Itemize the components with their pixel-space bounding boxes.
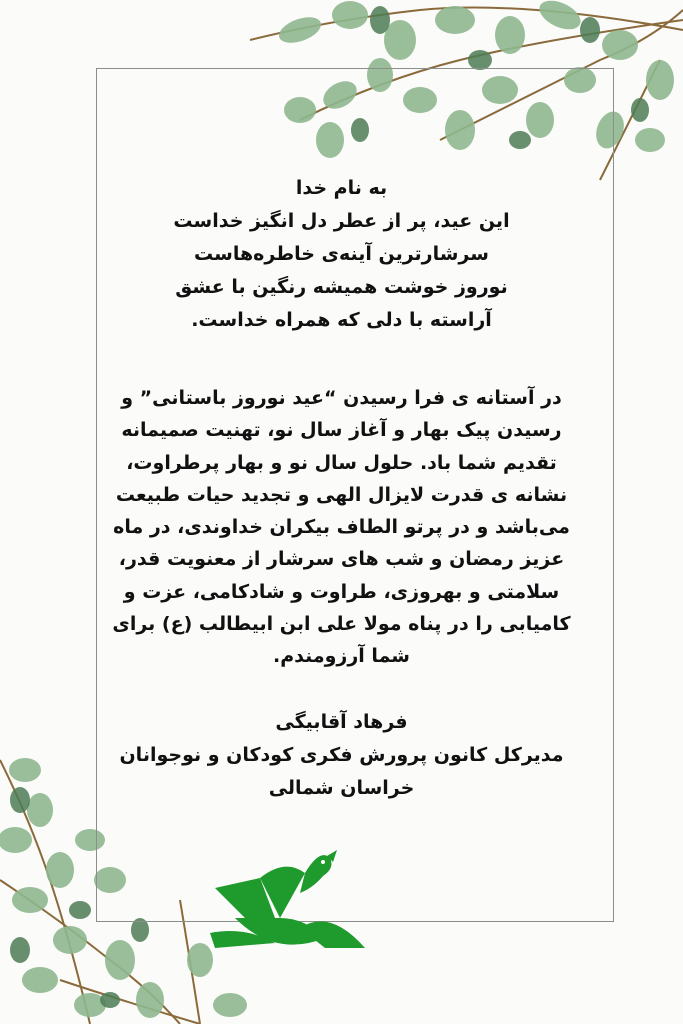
message-block bbox=[100, 382, 583, 673]
signature-block bbox=[100, 706, 583, 805]
message-line: در آستانه ی فرا رسیدن “عید نوروز باستانی” و bbox=[121, 387, 562, 409]
poem-block bbox=[100, 172, 583, 337]
message-line: سلامتی و بهروزی، طراوت و شادکامی، عزت و bbox=[123, 580, 560, 603]
message-line: تقدیم شما باد. حلول سال نو و بهار پرطراوت، bbox=[126, 451, 557, 474]
poem-line: به نام خدا bbox=[295, 177, 388, 199]
poem-line: نوروز خوشت همیشه رنگین با عشق bbox=[175, 276, 508, 298]
kanoon-bird-logo-icon bbox=[205, 848, 375, 958]
message-line: نشانه ی قدرت لایزال الهی و تجدید حیات طبیعت bbox=[115, 483, 568, 506]
message-line: کامیابی را در پناه مولا علی ابن ابیطالب (ع) برای bbox=[112, 613, 571, 636]
poem-line: آراسته با دلی که همراه خداست. bbox=[191, 309, 492, 331]
message-line: می‌باشد و در پرتو الطاف بیکران خداوندی، در ماه bbox=[113, 516, 570, 539]
message-line: رسیدن پیک بهار و آغاز سال نو، تهنیت صمیمانه bbox=[121, 419, 562, 442]
message-line: شما آرزومندم. bbox=[272, 645, 410, 668]
poem-line: سرشارترین آینه‌ی خاطره‌هاست bbox=[194, 243, 489, 265]
signature-title: مدیرکل کانون پرورش فکری کودکان و نوجوانان bbox=[119, 744, 564, 766]
signature-region: خراسان شمالی bbox=[268, 777, 415, 799]
message-line: عزیز رمضان و شب های سرشار از معنویت قدر، bbox=[118, 548, 565, 571]
poem-line: این عید، پر از عطر دل انگیز خداست bbox=[173, 210, 510, 232]
signature-name: فرهاد آقابیگی bbox=[275, 711, 408, 733]
